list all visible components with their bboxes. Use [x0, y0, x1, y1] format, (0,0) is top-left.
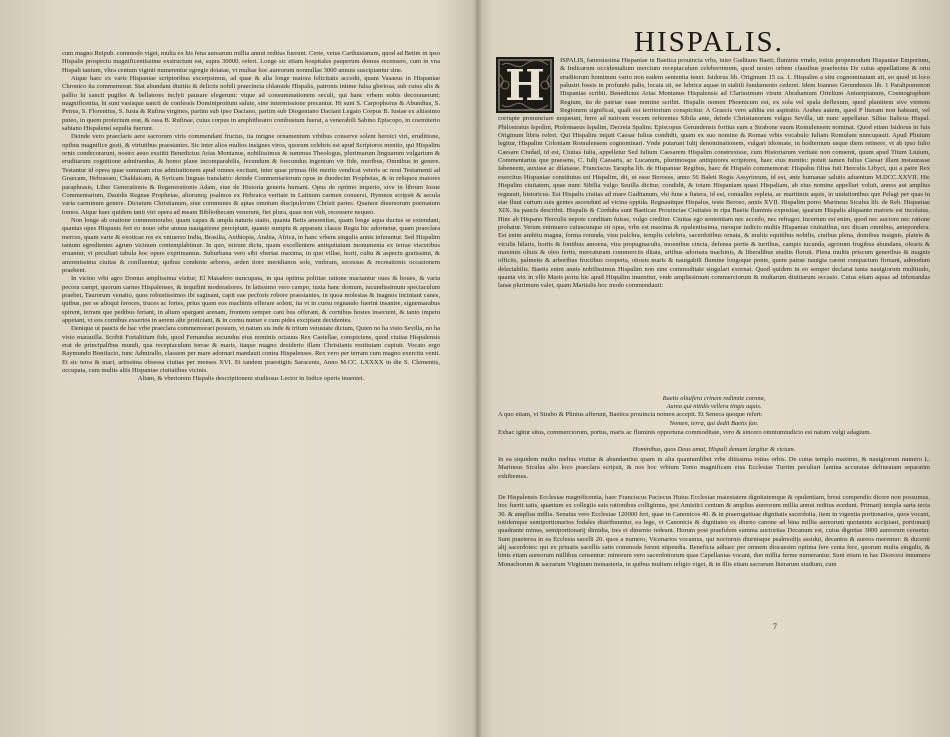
center-fold — [474, 0, 482, 737]
left-closing-note: Aliam, & vberiorem Hispalis descriptionem studiosus Lector in Indice operis inueniet. — [137, 375, 365, 383]
left-paragraph: Atque haec ex varis Hispaniae scriptoribus excerpsimus, ad quae & alia longe maiora felicitatis accedit, quam Vasaeus in Hispaniae Chronico ita commemorat. Stat abundant diuitiis & deliciis nobili praecincta chlamide Hispalis, patronis intime fulsa gloriosa, sub cuius alis & pallio hi sancti pugiles & bellatores inclyti pausare elegerunt: vtque ad consummationem seculi, qui hanc vrbem nobis decorauerunt; magnificentia, hi sunt vasisque sancti de confessis Dominiproitum salute, sine intermissione precantur. Hi sunt S. Carpophorus & Abundius, S. Petrus, S. Florentius, S. Iusta & Rufina virgines, partim sub ipso Daciano, partim sub Diogeniano Daciani Legato Corpus B. Iustae ex altissimo puteo, in quem proiectum erat, & ossa B. Rufinae, cuius corpus in amphitheatro combustum fuerat, a venerabili Sabino Episcopo, in coemiterio sabiano Hispalensi sepulta fuerunt. — [62, 75, 440, 133]
left-text-column — [62, 50, 440, 502]
left-paragraph: Deinde vero praeclaris aere sacrorum viris commendant fructus, ita inrigne ornamentum vrbibus conserve solent heroici viri, eruditione, opibus magnifice gesti, & virtutibus praestantes. Sic inter alios multos insignes viros, quorum celebris est apud Scriptores mentio, qui Hispalim ornis condecorarunt, nostro aeuo exstitit Benedictus Arias Montanus, nobilissimus & summus Theologus, plurimarum linguarum vulgarium & eruditarum cognitione admirandus, & homo plane incomparabilis, fecundum & foecundus ingenium vir fide, moribus, Omnibus in genere. Testantur id opera quae summam eius admirationem apud omnes excitant, inter quae primas fibi merito vendicat veteris ac noui Testamenti ad Graecam, Hebraeam, Chaldaicam, & Syricam linguas translatio: deinde Commentariorum opus in duodecim Prophetas, & in reliquos maiores paraphrasis, Liber Generationis & Regenerationis Adam, siue de Historia generis humani. Opus de optimo imperio, sive in librum Iosue Commentarium, Dauidis Regnae Prophetae, aliorumq; psalmos ex Hebraica veritate in Latinum carmen conuersi, Hymnos scripsit & secula varia carminum genere. Dictatum Christianum, siue communes & aptas omnium discipulorum Christi partes. Quatuor diuersorum poematum tomos. Atque haec quidem tanti viri opera ad meam Bibliothecam venerunt, fiet plura, quae non vidi, recensere nequeo. — [62, 133, 440, 216]
proverb-line: Hominibus, quos Deus amat, Hispali demum largitur & victum. — [632, 446, 796, 453]
initial-letter: H — [505, 60, 545, 110]
page-title: HISPALIS. — [634, 26, 784, 58]
left-paragraph: cum magno Reipub. commodo viget, multa ex his fena aurearum millia annui reditus fuerunt. Certe, vetus Carthusianum, quod ad Betim in ipso Hispalis prospectu magnificentissime exstructum est, supra 30000. refert. Longe sic etiam hospitales pauperum domus recensere, cum in vna Hispali tantum, vltra centum viginti numerentur egregie dotatae, vt multae hoc aureorum nonnullae 3000 annuis suscipiantur sine. — [62, 50, 440, 74]
left-paragraph: In vicino vrbi agro Domus amplissima visitur, El Matadero nuncupata, in qua optima politiae ratione mactantur oues & boues, & varia pecora campi, quorum carnes Hispalenses, & inquilini moderatiores. In latissimo vero campo, iuxta hanc domum, iucundissimum spectaculum praebet, Taurorum venatio, quos robustissimos ibi saginant, capit eae pecforis robore praestantes, in quoa molestas & inagnos inciniant canes, quibus, per se alioqui feroces, truces ac fortes, prius quam eos machinis efferare solent, ita vt in cursu regnando fuerint insanire, signemarabus spirent, terram que pedibus feriant, in altum spargant arenam, frontem semper cani bus offerant, & cornibus hostes insectent, & tanto impetu appetant, vt eos cornibus exsertos in aerem alte proiiciant, & in cornu numer e cum pides excipiant decidentes. — [62, 275, 440, 324]
right-paragraph: In ea siquidem multo melius viuitur & abundantius quam in alia quantumlibet vrbe ditissima totius orbis. De cuius templo maximo, & nauigiorum numero L. Marineus Siculus alio loco praeclara scripsit, & nos hoc vrbium Tomo magnificam eius Ecclesiae Turrim peculiari lamina accuratae delineatam separatim exhibemus. — [498, 456, 930, 480]
right-page — [482, 0, 950, 737]
adage-intro: Exhac igitur situs, commerciorum, portus, maris ac fluminis opportuna commoditate, vero & sincero omniumiudicio est natum vulgi adagium. — [498, 429, 872, 436]
right-paragraph: De Hispalensis Ecclesiae magnificentia, haec Franciscus Paciecus Huius Ecclesiae maiestatem dignitatemque & opulentiam, breui compendio dicere non possumus, hoc fuerit satis, quantum ex collegiis suis rationibus colligimus, ipsi Amistici centum & amplius aureorum millia annui reditus ecedunt. Primarij templa sarta tecta 30. & amplius millia. Senatus vero Ecclesiae 120000 fert, quae in Canonicos 40. & in praerogatiuae dignitatis sacerdotia, item in vigentia portionarios, quos vocant, totidemque semiportionarios fodales distribuuntur, ea lege, vt Canonicis & dignitates ex diurno canone ad bina millia aureorum quotannis accipiant, portionarij quadrante minus, semiportionarij dimidia, tres ei dimento redeant. Horum post praefulem summa auctoritas Decanum est, cuius dignitas 3000 aureorum censetur. Sunt praeterea in ea Ecclesia sacelli 20. quos a numero, Vicenarios vocamus, qui nocturnis diurnisque psalmodijs assidui, decantos & aureos merentur: & ducenti alij sacerdotes: qui ex priuatis sacellis satis commoda ferunt stipendia. Beneficia adhaec per omnem diocaesim optima fere centa fere, quorum multa singulis, & binis etiam aureorum millibus censentur: minorum vero sacerdotiorum quas Capellanias vocant, duo millia ferme numerantur. Sunt etiam in hac Dioecesi innumera Monachorum & sacrarum Virginum monasteria, in quibus multum religio viget, & in illis etiam sacrarum literarum studium, cum — [498, 494, 930, 568]
left-paragraph: Non longe ab oratione commemorabo, quam capax & ampla naturis statio, quanta Betis amoenitas, quam longe aqua ductus se extendant, quantas opes Hispanis fert eo nouo orbe annua nauigatione percipiunt, quanto sumptu & apparatu classis Regia hic adornetur, quam praeclara merces, quam varie & exoticae res ex vniuerso India, Brasilia, Aethiopia, Arabia, Africa, in hanc vrbem singulis annis inferantur. Sed Hispalim tantum egredientes agrum vicinum contemplabimur. In quo, mirum dictu, quam excellentem antiquitatum monumenta ex terrae visceribus eruantur, vt peculiari tabula hoc opere exprimamus. Suburbana vero sibi vbertas maxima, in quo villae, horti, cultu & aspectu gratissimi, & amoenissima ciuitas & confluentur, quibus condente arbores, arden tiore meridianos sole, vmbram, secessus & recreationis occasionem praebent. — [62, 216, 440, 274]
verse-line: Baetis oliuifera crinem redimite corona, — [662, 395, 766, 402]
left-paragraph: Denique ut paucis de hac vrbe praeclara commemorari possum, vt natum sis inde & tritum vetustate dictum, Quien no ha visto Sevilla, no ha visto marauilla. Scribit Fortalitium fide, quod Fernandus secundus eius nominis octauus Rex Castellae, conspiciens, quod ciuitas Hispalensis erat de principalibus mundi, qua receptaculum terrae & maris, itaque magno desiderio illam Christianis restitutam cupiuit. Vocato ergo Raymundo Bonifacio, tunc Admirallo, classem per mare adornari mandauit contra Hispalenses. Rex vero per terram cum magno exercitu venit. Et sic terra & mari, artissima obsessa ciuitas per menses XVI. Et tandem praestigiis Saracenis, Anno M.CC. LXXXX in die S. Clementis, occupata, cum multis aliis Hispaniae ciuitatibus vicinis. — [62, 325, 440, 375]
left-page — [0, 0, 474, 737]
page-number: 7 — [773, 622, 777, 631]
verse-line: Nomen, terra, qui dedit Baetis fan. — [669, 420, 759, 427]
bridge-text: A quo etiam, vt Strabo & Plinius afferunt, Baetica prouincia nomen accepit. Et Seneca quoque refert: — [498, 411, 763, 418]
right-main-text: ISPALIS, famosissima Hispaniae in Baetica prouincia vrbs, inter Gaditano Baeti; fluminis vrndo, totius propemodum Hispaniae Emporium, & Indicarum occidentalium mercium receptaculum celeberrimum, quod nostro orbem classibus praefectus De cuius appellatione & ortu eruditorum hominum vario non eadem sententia tenet. Isidorus lib. Originum 15 ca. 1. Hispalim a situ cognominatam ait, eo quod in loco palustri fossis in profundo palis, locata sit, ne lubrica aquae in stabili fundamento cederet. Idem Ioannes Gerundensis lib. 1 Paralipomenon Hispaniae scribit. Benedictus Arias Montanus Hispalensis ad Clarissimum virum Abrahamum Ortelium Antuerpianum, Cosmographum Regium, ita de patriae suae nomine scribit. Hispalis nomen Phoenicum est, ex sola vel spala deflexum, quod planitiem sive viretem Regionem significat, quali est territorium conspicitur. A Graecis vero addita est aspiratio. Arabes autem, quod P literam non habeant, vel corrupte pronunciare nequeunt, ferre ad nativam vocem referentes Sibila ante, deinde Christianorum vulgus Sevilla, uti nunc appellatur. Silius Italicus Hispal. Philostratus Ispolim, Ptolomaeus Ispalim, Decreta Spalim. Episcopus Gerundensis fortius eam a Strabone suum Romulensem nominat. Quod etiam Isidorus in fuis Originum libris refert. Qui Hispalim inquit Caesar Iulius condidit, quam ex suo nomine & Romae vrbis vocabulo Iuliam Romulam nuncupauit. Apud Plinium legitur, Hispalim Coloniam Romulensem cognominari. Vnde putarunt Iulij denominationem, vulgari idiomate, in hodiernum usque diem retinere, vt ab ipso Iulio Caesare Ciudad, id est, Ciuitas Iulia, appelletur Sed Iulium Caesarem Hispalim construxisse, cum Historiarum veritate non conuenit, quum apud Titum Liuium, Commentarius que praesens, C. Iulij Caesaris, ac Lucanum, plurimosque antiquiores scriptores, haec eius mentio: potuit tamen Iulius Caesar illam instaurasse Iabeneem, auxisse ac dilatasse. Franciscus Tarapha lib. de Hispaniae Regibus, haec de Hispalo commemorat: Hispalus filius fuit Herculis Libyci, qui a patre Rex exercitus Hispaniae constitutus est Hispalim, dit, ut esse Berosus, anno 56 Baleti Regis Assyriorum, id est, ante humanae salutis aduentum M.DCC.XXVII. Hic Hispalim ciuitatem, quae nunc Sibilia vulgo Seuilla dicitur, condidit, & totam Hispaniam quasi Hispaliam, ab eius nomine appellari voluit, annos aut amplius regnauit, historicus. Est Hispalis ciuitas ad mare Gaditanum, vbi fune a ftatera, id est, conualles repleta, ac maritimis aquis, in undationibus que Pelagi per quas in star fluui curtum suis gentes ascendunt ad vicina oppida. Regnauitque Hispalus, teste Beroso, annis XVII. Hispalim porro Marineus Siculus lib. de Reb. Hispaniae XIX. ita paucis describit. Hispalis & Corduba sunt Baeticae Prouinciae Ciuitates in ripa Baetis fluminis expositae, quarum Hispalis aliquanto maioris est incolatus. Hinc ab Hispano Herculis nepote conditam fuisse, vulgo creditur. Ciuitas ego sententiam nec accedo, nec refragor. Incertum est enim, quod nec auctore nec ratione probatur. Verum enimuero cuiuscunque sit opus, vrbs est maxima & opulentissima, meoque iudicio multis Hispaniae ciuitatibus, nec dicam omnibus, antepondera. Est enim ambitu magna, forma rotunda, visu pulchra, templis celebris, sacerdotibus ornata, & multis equitibus nobilis, ciuibus plena, domibus insignis, plateis & viculis hilaris, hortis & fontibus amoena, vtra propugnaculis, moenibus cincta, defensa portis & turribus, campis iucunda, agrorum frugibus abundans, olearis & maximis oliuis & oleo fertis, mercaturam commerciis ditata, artibus adornata machinis, & liberalibus studiis floruit. Plena multis priscum generibus & magnis officiis, palmetis & arboribus fructibus cooperta, otiosis maris & nauigabili flumine longoque ponte, quem patrae nauigia carent compactum firmant, admodum delectabilis. Baetis enim annis nobilissimus Hispalim non sine commoditate singulari exornat. Quod quidem in eo semper declarat tanta nauigiorum multitudo, quanta vix in vllo Maris portu hic apud Hispalim inuenitur, vnde amplissimum commerciorum & multarum diuitiarum occasio. Cuius etiam aquas ad infestandas lanas plurimum valet, quam Martialis hoc modo commendauit: — [498, 57, 930, 290]
verse-line: Aurea qui nitidis vellera tingis aquis. — [666, 403, 762, 410]
